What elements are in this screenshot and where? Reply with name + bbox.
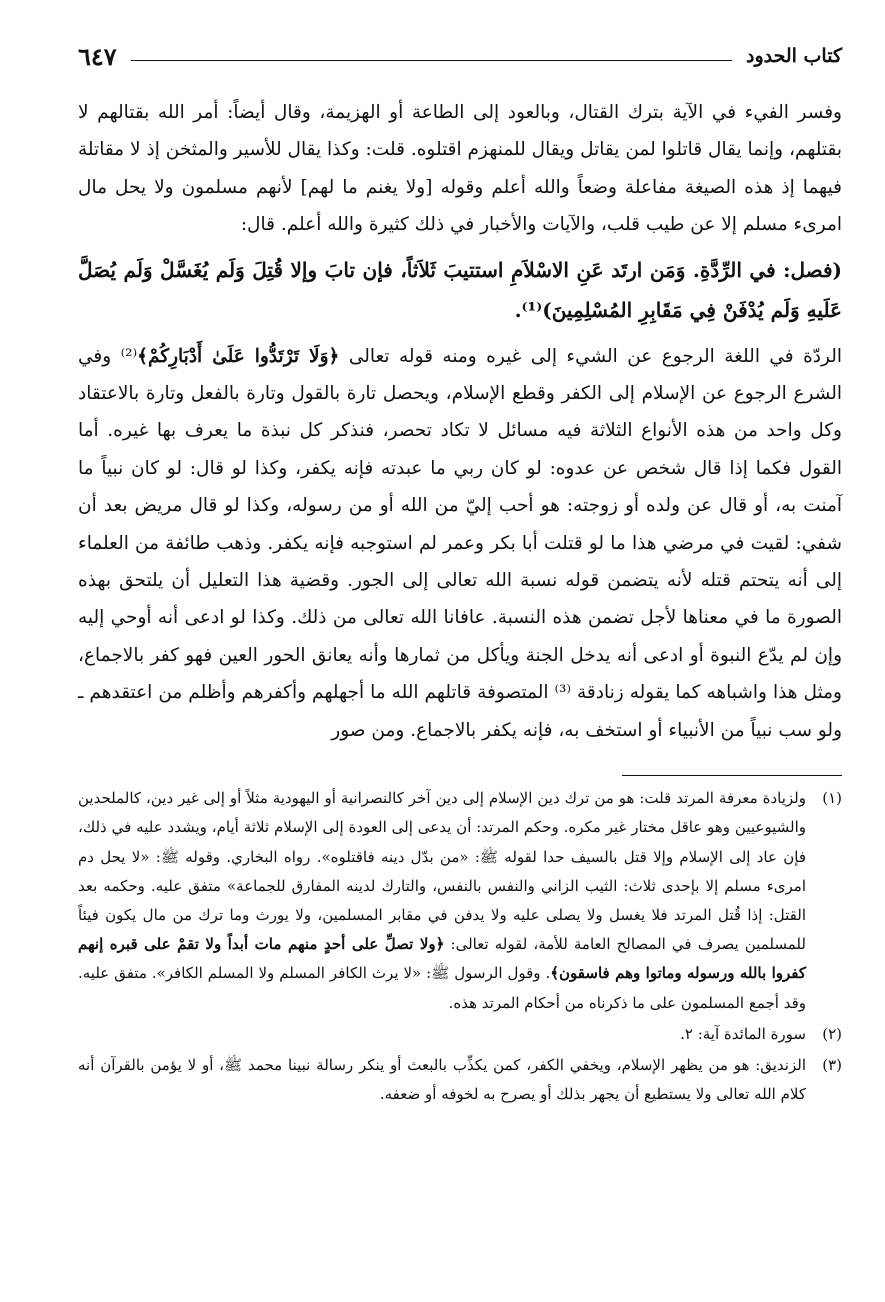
quran-verse: ﴿وَلَا تَرْتَدُّوا عَلَىٰ أَدْبَارِكُمْ﴾ (137, 345, 340, 367)
main-text (78, 94, 842, 749)
page-header (78, 36, 842, 76)
footnote-text: الزنديق: هو من يظهر الإسلام، ويخفي الكفر، كمن يكذِّب بالبعث أو ينكر رسالة نبينا محمد ﷺ، أو لا يؤمن بالقرآن أنه كلام الله تعالى ولا يستطيع أن يجهر بذلك أو يصرح به لخوفه أو ضعفه. (78, 1055, 806, 1104)
footnote-text (78, 784, 806, 1018)
paragraph-2-body: ⁽²⁾ وفي الشرع الرجوع عن الإسلام إلى الكفر وقطع الإسلام، ويحصل تارة بالقول وتارة بالفعل وتارة بالاعتقاد وكل واحد من هذه الأنواع الثلاثة فيه مسائل لا تكاد تحصر، فنذكر كل نبذة ما يعرف بها غيره. أما القول فكما إذا قال شخص عن عدوه: لو كان ربي ما عبدته فإنه يكفر، وكذا لو قال: لو كان نبياً ما آمنت به، أو قال عن ولده أو زوجته: هو أحب إليّ من الله أو من رسوله، وكذا لو قال مريض بعد أن شفي: لقيت في مرضي هذا ما لو قتلت أبا بكر وعمر لم استوجبه فإنه يكفر. وذهب طائفة من العلماء إلى أنه يتحتم قتله لأنه يتضمن قوله نسبة الله تعالى إلى الجور. وقضية هذا التعليل أن يلتحق بهذه الصورة ما في معناها لأجل تضمن هذه النسبة. عافانا الله تعالى من ذلك. وكذا لو ادعى أنه أوحي إليه وإن لم يدّع النبوة أو ادعى أنه يدخل الجنة ويأكل من ثمارها وأنه يعانق الحور العين فهو كفر بالاجماع، ومثل هذا واشباهه كما يقوله زنادقة ⁽³⁾ المتصوفة قاتلهم الله ما أجهلهم وأكفرهم وأظلم من اعتقدهم ـ ولو سب نبياً من الأنبياء أو استخف به، فإنه يكفر بالاجماع. ومن صور (78, 345, 842, 741)
page-number: ٦٤٧ (78, 41, 117, 71)
footnote-text: سورة المائدة آية: ٢. (680, 1024, 806, 1043)
header-rule (131, 60, 732, 61)
paragraph-2-intro: الردّة في اللغة الرجوع عن الشيء إلى غيره ومنه قوله تعالى (348, 345, 842, 367)
footnote-1 (78, 784, 842, 1018)
footnote-1-text-end: . وقول الرسول ﷺ: «لا يرث الكافر المسلم ولا المسلم الكافر». متفق عليه. وقد أجمع المسلمون على ما ذكرناه من أحكام المرتد هذه. (78, 964, 806, 1012)
footnote-separator (622, 775, 842, 776)
paragraph-1: وفسر الفيء في الآية بترك القتال، وبالعود إلى الطاعة أو الهزيمة، وقال أيضاً: أمر الله بقتالهم لا بقتلهم، وإنما يقال قاتلوا لمن يقاتل ويقال للمنهزم اقتلوه. قلت: وكذا يقال للأسير والمثخن إذ لا مقاتلة فيهما إذ هذه الصيغة مفاعلة وضعاً والله أعلم وقوله [ولا يغنم ما لهم] لأنهم مسلمون ولا يحل مال امرىء مسلم إلا عن طيب قلب، والآيات والأخبار في ذلك كثيرة والله أعلم. قال: (78, 102, 842, 236)
paragraph-2 (78, 338, 842, 749)
footnote-2 (78, 1020, 842, 1049)
footnote-number: (٢) (822, 1024, 842, 1043)
footnote-number: (٣) (822, 1055, 842, 1074)
footnote-3 (78, 1051, 842, 1109)
footnote-1-text-start: ولزيادة معرفة المرتد قلت: هو من ترك دين الإسلام إلى دين آخر كالنصرانية أو اليهودية مثلاً أو إلى غير دين، كالملحدين والشيوعيين وهو عاقل مختار غير مكره. وحكم المرتد: أن يدعى إلى العودة إلى الإسلام ثلاثة أيام، ويشدد عليه في ذلك، فإن عاد إلى الإسلام وإلا قتل بالسيف حدا لقوله ﷺ: «من بدّل دينه فاقتلوه». رواه البخاري. وقوله ﷺ: «لا يحل دم امرىء مسلم إلا بإحدى ثلاث: الثيب الزاني والنفس بالنفس، والتارك لدينه المفارق للجماعة» متفق عليه. وحكمه بعد القتل: إذا قُتل المرتد فلا يغسل ولا يصلى عليه ولا يدفن في مقابر المسلمين، ولا يورث وما ترك من مال يكون فيئاً للمسلمين يصرف في المصالح العامة للأمة، لقوله تعالى: (78, 789, 806, 954)
footnote-number: (١) (822, 789, 842, 808)
book-page (78, 36, 842, 1266)
chapter-heading-fasl: (فصل: في الرِّدَّةِ. وَمَن ارتَد عَنِ الاسْلاَمِ استتيبَ ثَلاَثاً، فإن تابَ وإلا قُتِلَ وَلَم يُغَسَّلْ وَلَم يُصَلَّ عَلَيهِ وَلَم يُدْفَنْ فِي مَقَابِرِ المُسْلِمِينَ)⁽¹⁾. (78, 257, 842, 322)
footnotes (78, 784, 842, 1109)
running-title: كتاب الحدود (745, 45, 842, 67)
footnote-quran-verse: ﴿ولا تصلِّ على أحدٍ منهم مات أبداً ولا تقمْ على قبره إنهم كفروا بالله ورسوله وماتوا وهم فاسقون﴾ (78, 935, 806, 983)
